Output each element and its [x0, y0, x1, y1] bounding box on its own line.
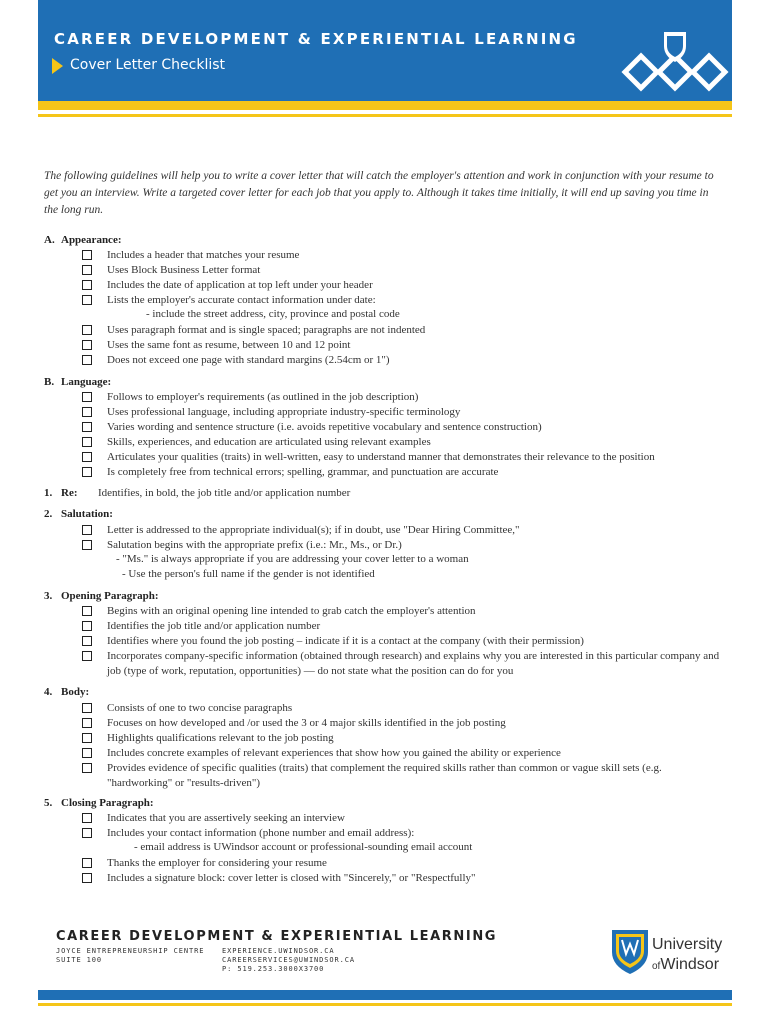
checkbox[interactable]	[82, 340, 92, 350]
checkbox[interactable]	[82, 265, 92, 275]
checkbox[interactable]	[82, 733, 92, 743]
checkbox[interactable]	[82, 763, 92, 773]
re-description: Identifies, in bold, the job title and/or application number	[98, 487, 351, 499]
checklist-item: Does not exceed one page with standard margins (2.54cm or 1")	[82, 353, 722, 368]
uwindsor-diamond-logo-icon	[617, 28, 731, 100]
checkbox[interactable]	[82, 621, 92, 631]
checkbox[interactable]	[82, 422, 92, 432]
checkbox[interactable]	[82, 606, 92, 616]
checkbox[interactable]	[82, 355, 92, 365]
checklist-item: Incorporates company-specific information (obtained through research) and explains why you are interested in this particular company and job (type of work, reputation, opportunities) — do not state what the position can do for you	[82, 649, 722, 679]
footer-address-line2: SUITE 100	[56, 956, 103, 964]
checkbox[interactable]	[82, 325, 92, 335]
checklist-item: Includes a header that matches your resume	[82, 248, 722, 263]
checkbox[interactable]	[82, 280, 92, 290]
footer-gold-line	[38, 1003, 732, 1006]
header-gold-line	[38, 114, 732, 117]
section-label: Body:	[61, 686, 90, 698]
section-label: Re:	[61, 487, 78, 499]
section-closing-heading	[44, 797, 154, 809]
section-number: 1.	[44, 487, 53, 499]
checklist-item: Indicates that you are assertively seeking an interview	[82, 811, 722, 826]
university-shield-icon	[610, 928, 650, 976]
arrow-icon	[52, 58, 63, 74]
university-wordmark-line2	[652, 956, 719, 974]
wordmark-of: of	[652, 961, 661, 972]
checklist-item: Includes the date of application at top left under your header	[82, 278, 722, 293]
checkbox[interactable]	[82, 813, 92, 823]
checkbox[interactable]	[82, 525, 92, 535]
footer-email-link[interactable]: CAREERSERVICES@UWINDSOR.CA	[222, 956, 355, 964]
footer-website-link[interactable]: EXPERIENCE.UWINDSOR.CA	[222, 947, 335, 955]
intro-paragraph: The following guidelines will help you to write a cover letter that will catch the employer's attention and work in conjunction with your resume to get you an interview. Write a targeted cover letter for each job that you apply to. Although it takes time initially, it will end up saving you time in the long run.	[44, 170, 714, 216]
section-opening-heading	[44, 590, 158, 602]
checkbox[interactable]	[82, 540, 92, 550]
checklist-item: Identifies the job title and/or application number	[82, 619, 722, 634]
checkbox[interactable]	[82, 407, 92, 417]
footer-department-title: CAREER DEVELOPMENT & EXPERIENTIAL LEARNING	[56, 929, 498, 944]
section-label: Opening Paragraph:	[61, 590, 159, 602]
section-number: 2.	[44, 508, 53, 520]
section-label: Closing Paragraph:	[61, 797, 154, 809]
section-salutation-heading	[44, 508, 113, 520]
department-title: CAREER DEVELOPMENT & EXPERIENTIAL LEARNING	[54, 30, 578, 48]
checkbox[interactable]	[82, 437, 92, 447]
checklist-subitem: - include the street address, city, province and postal code	[146, 308, 400, 320]
checkbox[interactable]	[82, 828, 92, 838]
section-appearance-heading	[44, 234, 122, 246]
section-language-heading	[44, 376, 111, 388]
checklist-item: Consists of one to two concise paragraphs	[82, 701, 722, 716]
section-number: 5.	[44, 797, 53, 809]
checkbox[interactable]	[82, 636, 92, 646]
checklist-item: Varies wording and sentence structure (i.e. avoids repetitive vocabulary and sentence construction)	[82, 420, 722, 435]
checklist-item: Letter is addressed to the appropriate individual(s); if in doubt, use "Dear Hiring Committee,"	[82, 523, 722, 538]
checklist-item: Follows to employer's requirements (as outlined in the job description)	[82, 390, 722, 405]
checkbox[interactable]	[82, 748, 92, 758]
university-wordmark-line1: University	[652, 936, 723, 953]
section-label: Appearance:	[61, 234, 122, 246]
checklist-item: Articulates your qualities (traits) in well-written, easy to understand manner that demonstrates their relevance to the position	[82, 450, 722, 465]
checklist-item: Is completely free from technical errors; spelling, grammar, and punctuation are accurate	[82, 465, 722, 480]
checkbox[interactable]	[82, 703, 92, 713]
checklist-item: Includes your contact information (phone number and email address):	[82, 826, 722, 841]
checklist-item: Lists the employer's accurate contact information under date:	[82, 293, 722, 308]
checklist-item: Uses the same font as resume, between 10 and 12 point	[82, 338, 722, 353]
section-number: B.	[44, 376, 55, 388]
checkbox[interactable]	[82, 295, 92, 305]
checklist-item: Provides evidence of specific qualities (traits) that complement the required skills rather than common or vague skill sets (e.g. "hardworking" or "results-driven")	[82, 761, 722, 791]
checklist-subitem: - "Ms." is always appropriate if you are addressing your cover letter to a woman	[116, 553, 469, 565]
section-number: 3.	[44, 590, 53, 602]
checklist-subitem: - email address is UWindsor account or professional-sounding email account	[134, 841, 473, 853]
page-title: Cover Letter Checklist	[70, 57, 226, 73]
section-re-heading	[44, 487, 78, 499]
header-gold-stripe	[38, 101, 732, 110]
checkbox[interactable]	[82, 467, 92, 477]
checklist-item: Skills, experiences, and education are articulated using relevant examples	[82, 435, 722, 450]
section-number: A.	[44, 234, 55, 246]
checkbox[interactable]	[82, 392, 92, 402]
section-label: Language:	[61, 376, 112, 388]
checklist-item: Includes concrete examples of relevant experiences that show how you gained the ability or experience	[82, 746, 722, 761]
checklist-item: Uses professional language, including appropriate industry-specific terminology	[82, 405, 722, 420]
checkbox[interactable]	[82, 452, 92, 462]
checklist-subitem: - Use the person's full name if the gender is not identified	[122, 568, 375, 580]
section-body-heading	[44, 686, 89, 698]
checkbox[interactable]	[82, 651, 92, 661]
footer-address-line1: JOYCE ENTREPRENEURSHIP CENTRE	[56, 947, 205, 955]
checklist-item: Thanks the employer for considering your resume	[82, 856, 722, 871]
checklist-item: Identifies where you found the job posting – indicate if it is a contact at the company (with their permission)	[82, 634, 722, 649]
checkbox[interactable]	[82, 873, 92, 883]
footer-phone: P: 519.253.3000X3700	[222, 965, 325, 973]
footer-blue-bar	[38, 990, 732, 1000]
checkbox[interactable]	[82, 718, 92, 728]
checklist-item: Highlights qualifications relevant to the job posting	[82, 731, 722, 746]
checklist-item: Includes a signature block: cover letter is closed with "Sincerely," or "Respectfully"	[82, 871, 722, 886]
checkbox[interactable]	[82, 858, 92, 868]
section-label: Salutation:	[61, 508, 113, 520]
checklist-item: Uses paragraph format and is single spaced; paragraphs are not indented	[82, 323, 722, 338]
checklist-item: Salutation begins with the appropriate prefix (i.e.: Mr., Ms., or Dr.)	[82, 538, 722, 553]
checklist-item: Uses Block Business Letter format	[82, 263, 722, 278]
checklist-item: Begins with an original opening line intended to grab catch the employer's attention	[82, 604, 722, 619]
section-number: 4.	[44, 686, 53, 698]
wordmark-windsor: Windsor	[660, 956, 720, 973]
checkbox[interactable]	[82, 250, 92, 260]
checklist-item: Focuses on how developed and /or used the 3 or 4 major skills identified in the job posting	[82, 716, 722, 731]
